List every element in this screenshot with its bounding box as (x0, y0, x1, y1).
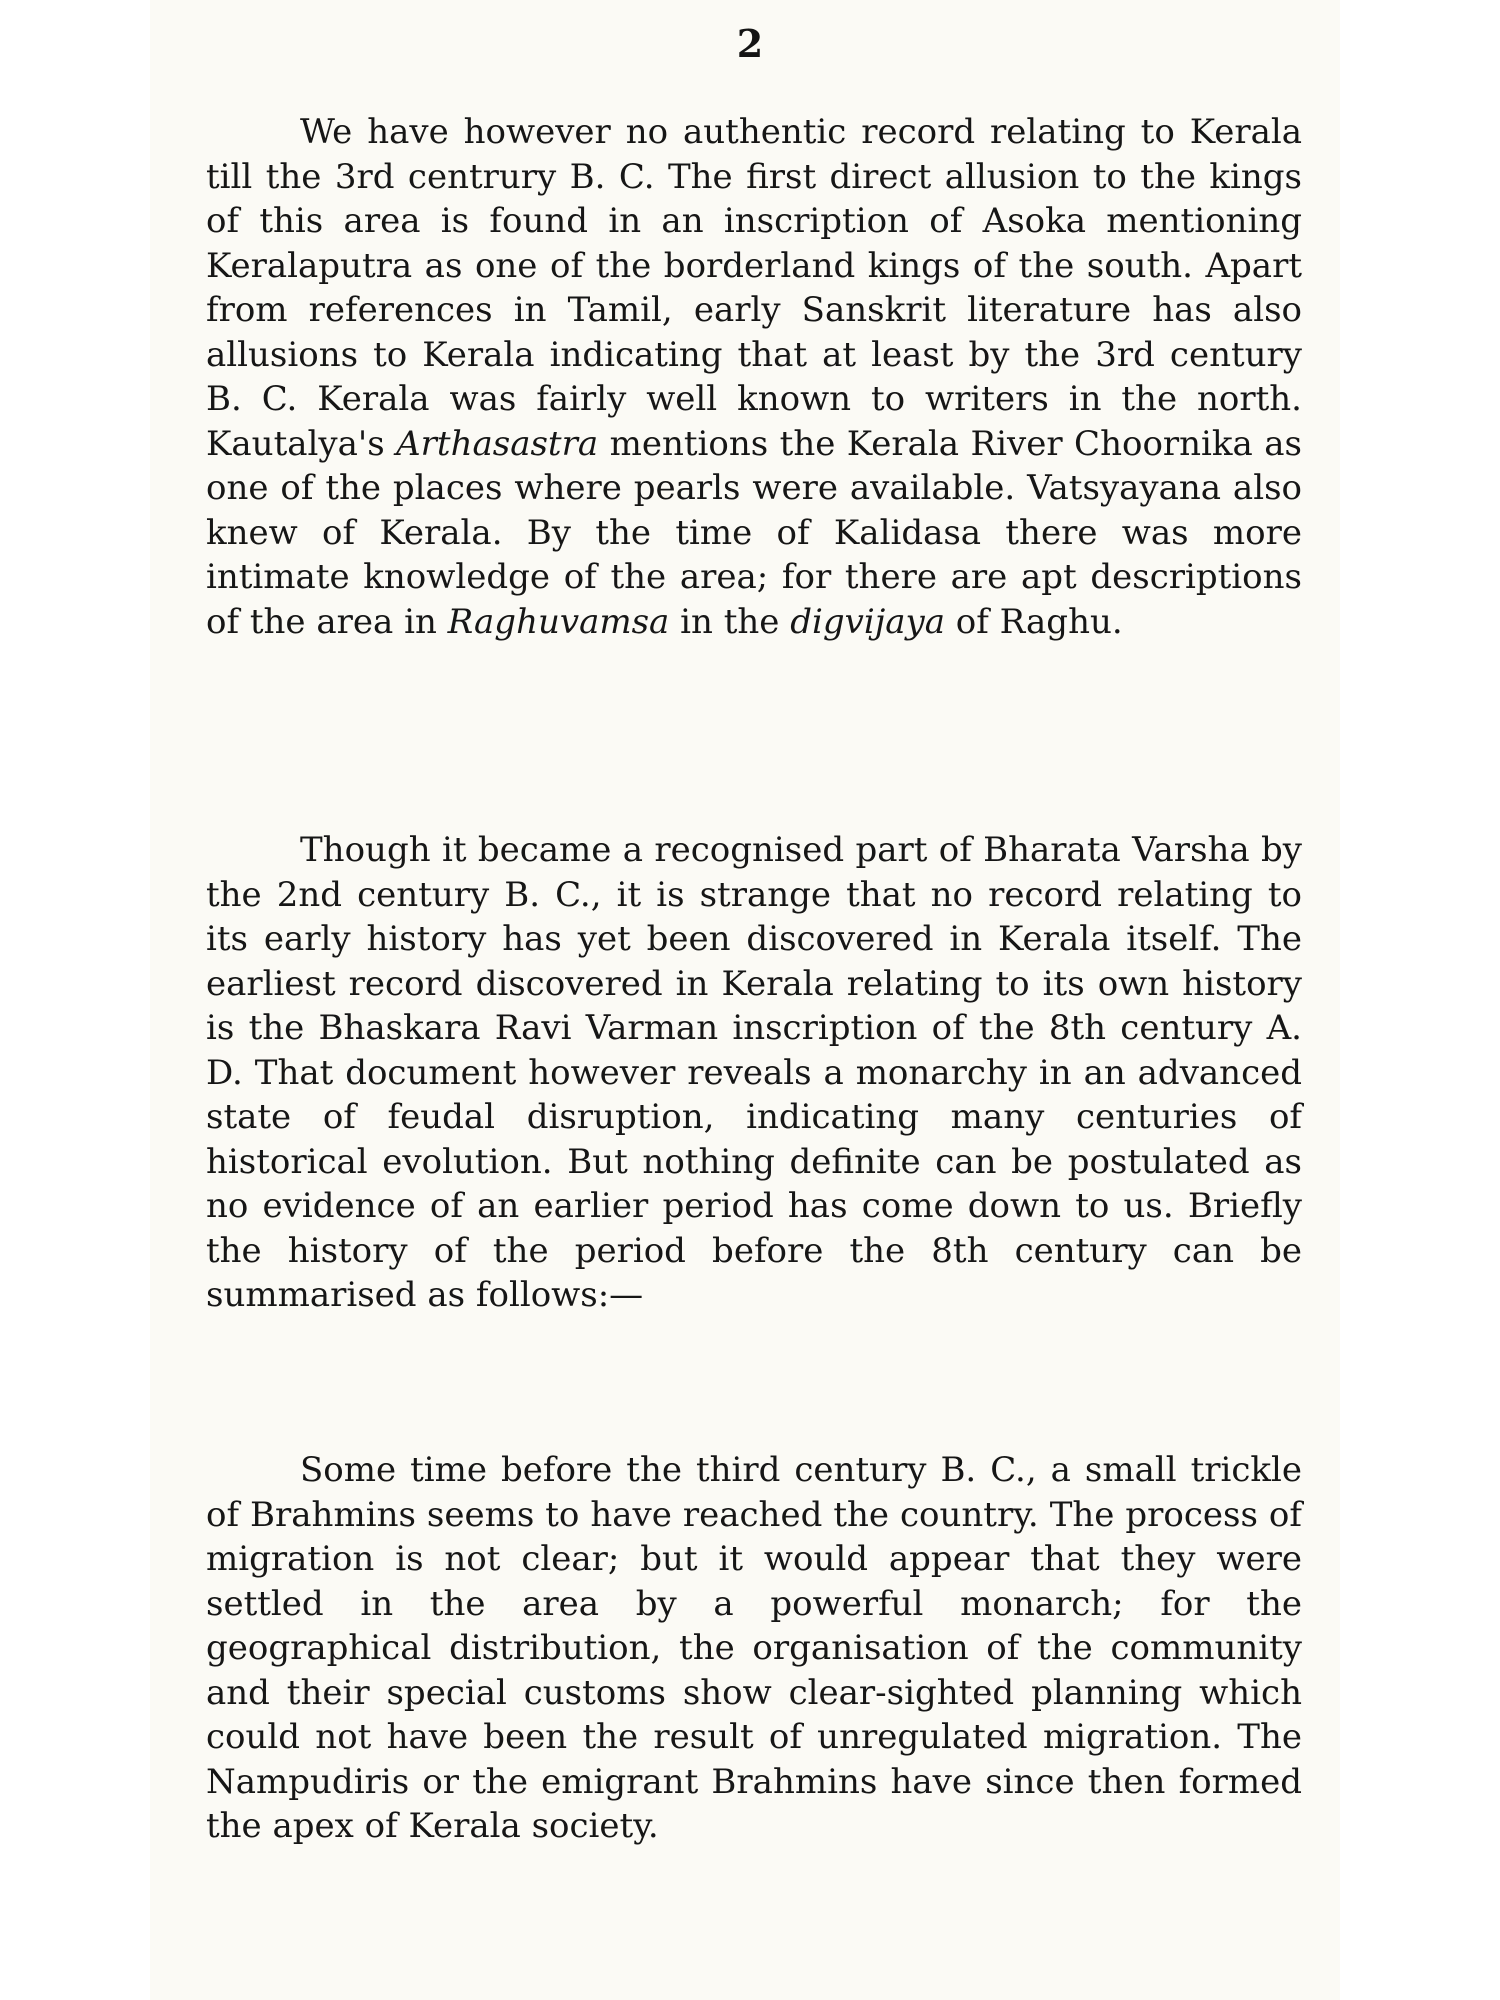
term-digvijaya: digvijaya (790, 601, 945, 642)
paragraph-2: Though it became a recognised part of Bharata Varsha by the 2nd century B. C., it is strange that no record relating to its early history has yet been discovered in Kerala itself. The earliest record discovered in Kerala relating to its own history is the Bhaskara Ravi Varman inscription of the 8th century A. D. That document however reveals a monarchy in an advanced state of feudal disruption, indicating many centuries of historical evolution. But nothing definite can be postulated as no evidence of an earlier period has come down to us. Briefly the history of the period before the 8th century can be summarised as follows:— (206, 830, 1302, 1315)
title-raghuvamsa: Raghuvamsa (447, 601, 670, 642)
page-number: 2 (736, 21, 764, 66)
paragraph-1-text-d: of Raghu. (944, 601, 1123, 642)
paragraph-1 (206, 110, 1302, 644)
paragraph-1-text-b: mentions the Kerala River Choornika as one of the places where pearls were available. Vatsyayana also knew of Kerala. By the time of Kalidasa there was more intimate knowledge of the area; for there are apt descriptions of the area in (206, 423, 1302, 642)
paragraph-1-text-c: in the (669, 601, 791, 642)
paragraph-1-text-a: We have however no authentic record relating to Kerala till the 3rd centrury B. C. The first direct allusion to the kings of this area is found in an inscription of Asoka mentioning Keralaputra as one of the borderland kings of the south. Apart from references in Tamil, early Sanskrit literature has also allusions to Kerala indicating that at least by the 3rd century B. C. Kerala was fairly well known to writers in the north. Kautalya's (206, 112, 1302, 464)
paragraph-3: Some time before the third century B. C., a small trickle of Brahmins seems to have reached the country. The process of migration is not clear; but it would appear that they were settled in the area by a powerful monarch; for the geographical distribution, the organisation of the community and their special customs show clear-sighted planning which could not have been the result of unregulated migration. The Nampudiris or the emigrant Brahmins have since then formed the apex of Kerala society. (206, 1450, 1302, 1846)
title-arthasastra: Arthasastra (396, 423, 599, 464)
